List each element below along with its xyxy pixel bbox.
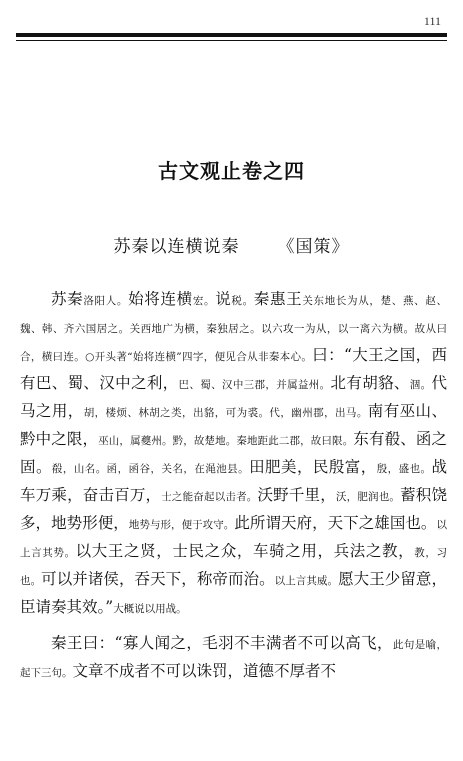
section-source: 《国策》 [277,237,350,257]
main-text: 南有巫山、黔中之限， [20,402,447,448]
main-text: 文章不成者不可以诛罚，道德不厚者不 [72,662,337,680]
paragraph-2 [20,630,447,686]
annotation-text: 涸。 [409,379,432,391]
annotation-text: 宏。 [192,295,216,307]
annotation-text: 教，习也。 [20,547,447,587]
annotation-text: 地势与形，便于攻守。 [128,519,235,531]
annotation-text: 殷，盛也。 [376,463,432,475]
header-rule-thin [16,40,447,41]
paragraph-1 [20,286,447,622]
main-text: 沃野千里， [257,486,336,504]
main-text: 秦王曰：“寡人闻之，毛羽不丰满者不可以高飞， [51,634,393,652]
section-title [0,232,463,257]
annotation-text: 关东地长为从，楚、燕、赵、魏、韩、齐六国居之。关西地广为横，秦独居之。以六攻一为从，以一离六为横。故从曰合，横曰连。○开头著“始将连横”四字，便见合从非秦本心。 [20,295,448,363]
annotation-text: 洛阳人。 [83,295,129,307]
main-text: 此所谓天府，天下之雄国也。 [234,514,437,532]
annotation-text: 巫山，属夔州。黔，故楚地。秦地距此二郡，故曰限。 [98,435,354,447]
header-rule [16,33,447,37]
volume-title: 古文观止卷之四 [158,159,305,183]
main-text: 说 [215,290,232,308]
section-title-text: 苏秦以连横说秦 [113,237,240,257]
body-text [20,286,447,686]
annotation-text: 税。 [231,295,254,307]
annotation-text: 以上言其势。 [20,519,447,559]
main-text: 以大王之贤，士民之众，车骑之用，兵法之教， [75,542,415,560]
annotation-text: 此句是喻，起下三句。 [20,639,448,679]
main-text: 东有殽、函之固。 [20,430,447,476]
annotation-text: 大概说以用战。 [113,603,187,615]
main-text: 可以并诸侯，吞天下，称帝而治。 [41,570,275,588]
annotation-text: 以上言其威。 [274,575,339,587]
annotation-text: 殽，山名。函，函谷，关名，在渑池县。 [51,463,250,475]
main-text: 始将连横 [128,290,193,308]
annotation-text: 沃，肥润也。 [335,491,401,503]
main-text: 战车万乘，奋击百万， [20,458,447,504]
annotation-text: 胡，楼烦、林胡之类，出貉，可为裘。代，幽州郡，出马。 [83,407,368,419]
main-text: 曰：“大王之国，西有巴、蜀、汉中之利， [20,346,447,392]
main-text: 田肥美，民殷富， [249,458,377,476]
main-text: 苏秦 [51,290,84,308]
main-text: 代马之用， [20,374,448,420]
main-text: 愿大王少留意，臣请奏其效。” [20,570,448,616]
annotation-text: 士之能奋起以击者。 [161,491,258,503]
page-number: 111 [423,14,441,28]
annotation-text: 巴、蜀、汉中三郡，并属益州。 [178,379,331,391]
main-text: 秦惠王 [253,290,303,308]
main-text: 北有胡貉、 [330,374,410,392]
main-text: 蓄积饶多，地势形便， [20,486,447,532]
